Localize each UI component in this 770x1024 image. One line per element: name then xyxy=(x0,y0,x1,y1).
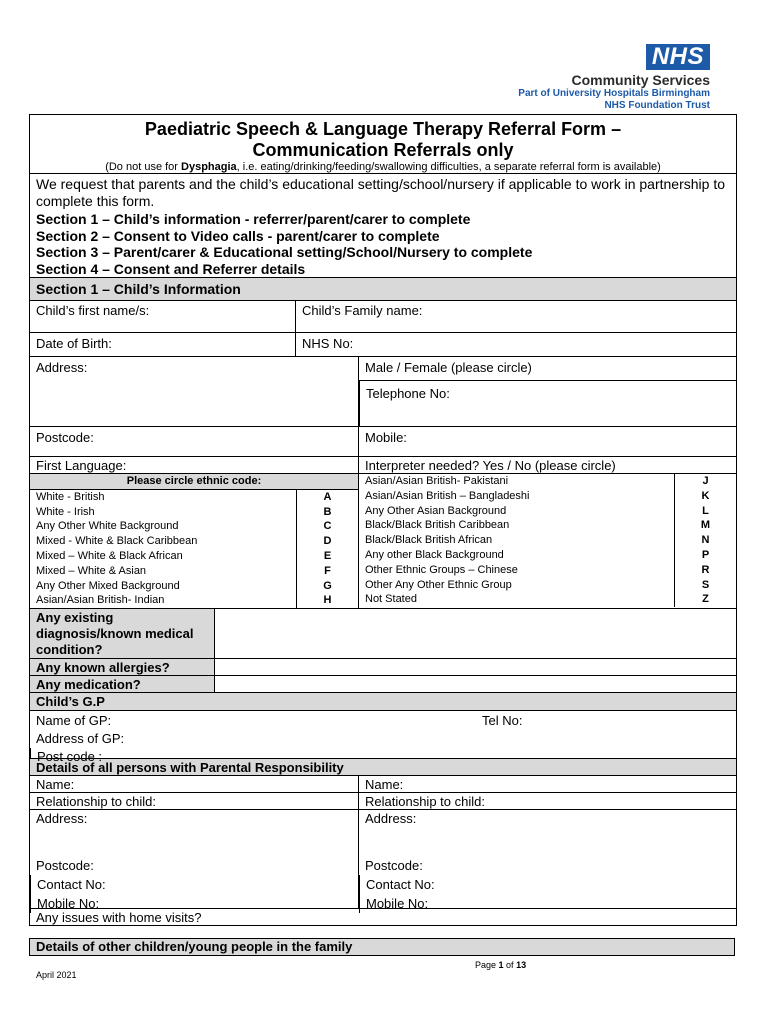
parent2-mobile-field[interactable]: Mobile No: xyxy=(359,894,736,913)
ethnic-heading: Please circle ethnic code: xyxy=(30,474,358,490)
ethnic-code-row xyxy=(359,578,736,593)
ethnic-code-letter[interactable]: D xyxy=(296,534,358,549)
intro-block xyxy=(30,174,736,278)
parent1-name-field[interactable]: Name: xyxy=(36,777,75,792)
ethnic-code-label: Mixed - White & Black Caribbean xyxy=(36,535,198,548)
gender-field[interactable]: Male / Female (please circle) xyxy=(359,357,736,381)
parent2-name-field[interactable]: Name: xyxy=(358,776,736,792)
footer-date: April 2021 xyxy=(36,970,77,980)
ethnic-code-letter[interactable]: E xyxy=(296,549,358,564)
ethnic-code-row xyxy=(359,592,736,607)
ethnic-code-letter[interactable]: M xyxy=(674,518,736,533)
parent-name-row xyxy=(30,776,736,793)
ethnic-code-label: Mixed – White & Asian xyxy=(36,564,147,577)
gp-postcode-field[interactable]: Post code : xyxy=(30,748,736,766)
ethnic-code-row xyxy=(30,505,358,520)
ethnic-code-letter[interactable]: H xyxy=(296,593,358,608)
dob-row xyxy=(30,333,736,357)
ethnic-code-row xyxy=(359,548,736,563)
referral-form xyxy=(29,114,737,926)
parent1-postcode-field[interactable]: Postcode: xyxy=(36,858,94,873)
family-name-field[interactable]: Child’s Family name: xyxy=(295,301,736,332)
section1-heading: Section 1 – Child’s Information xyxy=(36,281,241,297)
name-row xyxy=(30,301,736,333)
org-line-1: Part of University Hospitals Birmingham xyxy=(518,88,710,99)
gp-address-field[interactable]: Address of GP: xyxy=(36,731,125,746)
title-line-1: Paediatric Speech & Language Therapy Referral Form – xyxy=(144,119,622,139)
ethnic-code-label: Asian/Asian British- Indian xyxy=(36,594,165,607)
ethnic-code-label: Other Ethnic Groups – Chinese xyxy=(365,563,518,576)
allergies-row xyxy=(30,659,736,676)
parent1-address-field[interactable]: Address: xyxy=(36,811,88,826)
address-right xyxy=(358,357,736,426)
interpreter-field[interactable]: Interpreter needed? Yes / No (please circle) xyxy=(358,457,736,473)
parent1-relationship-field[interactable]: Relationship to child: xyxy=(36,794,156,809)
parent2-contact-field[interactable]: Contact No: xyxy=(359,875,736,894)
address-row xyxy=(30,357,736,427)
postcode-row xyxy=(30,427,736,457)
ethnic-right xyxy=(358,474,736,608)
intro-section-1: Section 1 – Child’s information - referrer/parent/carer to complete xyxy=(36,211,471,227)
ethnic-code-letter[interactable]: S xyxy=(674,578,736,593)
ethnic-code-row xyxy=(30,490,358,505)
allergies-label: Any known allergies? xyxy=(30,659,214,675)
page-number xyxy=(475,960,526,970)
ethnic-code-row xyxy=(359,518,736,533)
mobile-field[interactable]: Mobile: xyxy=(358,427,736,456)
parental-heading-row xyxy=(30,759,736,776)
ethnic-code-label: Black/Black British Caribbean xyxy=(365,519,510,532)
nhs-logo-mark: NHS xyxy=(646,44,710,70)
ethnic-code-label: Any Other White Background xyxy=(36,520,179,533)
ethnic-code-letter[interactable]: Z xyxy=(674,592,736,607)
ethnic-code-row xyxy=(359,474,736,489)
diagnosis-row xyxy=(30,609,736,659)
ethnic-code-letter[interactable]: R xyxy=(674,563,736,578)
postcode-field[interactable]: Postcode: xyxy=(36,430,94,445)
ethnic-code-letter[interactable]: L xyxy=(674,504,736,519)
ethnic-code-label: Mixed – White & Black African xyxy=(36,549,183,562)
title-line-2: Communication Referrals only xyxy=(252,140,514,160)
ethnic-code-label: Any Other Mixed Background xyxy=(36,579,180,592)
ethnic-code-row xyxy=(30,549,358,564)
section1-heading-row xyxy=(30,278,736,301)
ethnic-left-rows xyxy=(30,490,358,608)
page-pre: Page xyxy=(475,960,499,970)
ethnic-code-label: Not Stated xyxy=(365,593,417,606)
ethnic-code-label: Asian/Asian British – Bangladeshi xyxy=(365,489,530,502)
gp-name-line xyxy=(30,712,736,730)
telephone-field[interactable]: Telephone No: xyxy=(359,381,736,426)
ethnic-code-label: Any Other Asian Background xyxy=(365,504,507,517)
ethnic-code-row xyxy=(359,489,736,504)
page-num: 1 xyxy=(498,960,504,970)
parent2-relationship-field[interactable]: Relationship to child: xyxy=(358,793,736,809)
other-children-heading: Details of other children/young people in the family xyxy=(29,938,735,956)
gp-details xyxy=(30,711,736,764)
intro-section-2: Section 2 – Consent to Video calls - parent/carer to complete xyxy=(36,227,440,244)
intro-section-3: Section 3 – Parent/carer & Educational setting/School/Nursery to complete xyxy=(36,244,533,260)
ethnic-code-row xyxy=(30,534,358,549)
parent1-mobile-field[interactable]: Mobile No: xyxy=(30,894,358,913)
ethnic-code-label: White - Irish xyxy=(36,505,95,518)
parent2-address-block xyxy=(358,810,736,911)
intro-section-4: Section 4 – Consent and Referrer details xyxy=(36,260,306,277)
ethnic-left xyxy=(30,474,358,608)
parent2-postcode-field[interactable]: Postcode: xyxy=(365,858,423,873)
ethnic-code-label: Black/Black British African xyxy=(365,534,493,547)
ethnic-code-letter[interactable]: N xyxy=(674,533,736,548)
page-total: 13 xyxy=(516,960,527,970)
ethnic-code-label: Any other Black Background xyxy=(365,548,504,561)
first-language-field[interactable]: First Language: xyxy=(36,458,127,473)
parent-address-row xyxy=(30,810,736,909)
gp-heading-row xyxy=(30,693,736,711)
ethnic-code-row xyxy=(359,563,736,578)
parent-relationship-row xyxy=(30,793,736,810)
ethnic-code-letter[interactable]: K xyxy=(674,489,736,504)
ethnic-code-row xyxy=(30,564,358,579)
diagnosis-field[interactable] xyxy=(214,609,736,658)
ethnic-code-letter[interactable]: G xyxy=(296,579,358,594)
ethnic-code-row xyxy=(30,519,358,534)
ethnic-code-letter[interactable]: P xyxy=(674,548,736,563)
parent1-contact-field[interactable]: Contact No: xyxy=(30,875,358,894)
ethnic-code-row xyxy=(359,533,736,548)
org-line-2: NHS Foundation Trust xyxy=(604,100,710,111)
ethnic-code-label: White - British xyxy=(36,490,105,503)
address-field[interactable]: Address: xyxy=(36,360,88,375)
first-name-field[interactable]: Child’s first name/s: xyxy=(36,303,150,318)
ethnic-code-letter[interactable]: J xyxy=(674,474,736,489)
subtitle-bold: Dysphagia xyxy=(181,161,237,173)
ethnic-code-table xyxy=(30,474,736,609)
dob-field[interactable]: Date of Birth: xyxy=(36,336,112,351)
ethnic-code-label: Other Any Other Ethnic Group xyxy=(365,578,512,591)
nhs-no-field[interactable]: NHS No: xyxy=(295,333,736,356)
page-mid: of xyxy=(503,960,517,970)
parent2-address-field[interactable]: Address: xyxy=(365,811,417,826)
form-subtitle xyxy=(30,161,736,175)
gp-tel-field[interactable]: Tel No: xyxy=(482,713,523,728)
language-row xyxy=(30,457,736,474)
nhs-logo xyxy=(518,44,710,112)
ethnic-code-row xyxy=(30,593,358,608)
parental-heading: Details of all persons with Parental Responsibility xyxy=(36,760,344,775)
ethnic-code-label: Asian/Asian British- Pakistani xyxy=(365,475,509,487)
subtitle-pre: (Do not use for xyxy=(105,161,182,173)
org-name: Community Services xyxy=(571,72,710,88)
diagnosis-label: Any existing diagnosis/known medical condition? xyxy=(30,609,214,658)
ethnic-right-rows xyxy=(359,474,736,607)
ethnic-code-letter[interactable]: F xyxy=(296,564,358,579)
ethnic-code-letter[interactable]: B xyxy=(296,505,358,520)
ethnic-code-row xyxy=(359,504,736,519)
ethnic-code-letter[interactable]: C xyxy=(296,519,358,534)
medication-row xyxy=(30,676,736,693)
home-visits-field[interactable]: Any issues with home visits? xyxy=(36,910,202,925)
allergies-field[interactable] xyxy=(214,659,736,675)
ethnic-code-letter[interactable]: A xyxy=(296,490,358,505)
gp-heading: Child’s G.P xyxy=(36,694,105,709)
medication-label: Any medication? xyxy=(30,676,214,692)
parent1-address-block xyxy=(30,810,358,911)
medication-field[interactable] xyxy=(214,676,736,692)
intro-text: We request that parents and the child’s educational setting/school/nursery if applicable to work in partnership to complete this form. xyxy=(36,176,725,209)
gp-name-field[interactable]: Name of GP: xyxy=(36,713,112,728)
ethnic-code-row xyxy=(30,579,358,594)
subtitle-post: , i.e. eating/drinking/feeding/swallowing difficulties, a separate referral form is available) xyxy=(236,161,661,173)
form-title xyxy=(30,115,736,161)
form-header xyxy=(30,115,736,174)
